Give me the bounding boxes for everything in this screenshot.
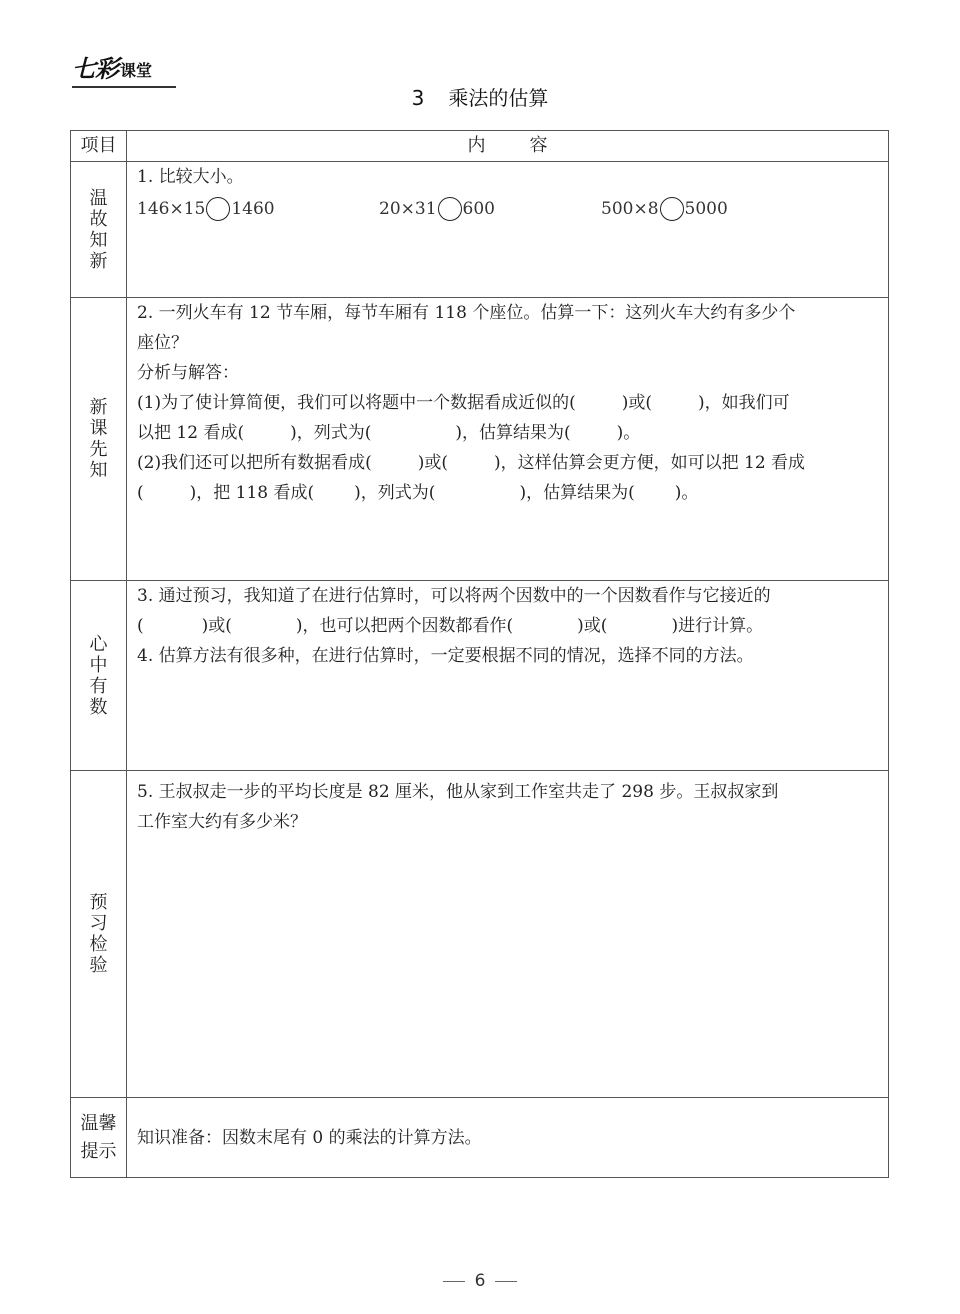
question-3-line: 3. 通过预习，我知道了在进行估算时，可以将两个因数中的一个因数看作与它接近的 [137,586,771,606]
row-label-text: 温馨 [80,1112,117,1134]
text: (2)我们还可以把所有数据看成( [137,453,372,473]
footer-dash [443,1281,465,1282]
row-label-check [71,771,127,1098]
answer-area[interactable] [137,837,880,1067]
row-label-text: 新课先知 [89,397,108,481]
text: )，如我们可 [697,393,790,413]
review-content [127,162,889,298]
text: 以把 12 看成( [137,423,245,443]
answer-circle[interactable] [660,197,684,221]
text: ( [137,616,144,636]
worksheet-table [70,130,889,1178]
text: )或( [621,393,652,413]
check-content [127,771,889,1098]
text: )。 [616,423,641,443]
row-label-tip [71,1098,127,1178]
lesson-number: 3 [411,86,425,110]
question-5-line: 工作室大约有多少米？ [137,812,307,832]
row-label-mind [71,581,127,771]
table-row [71,298,889,581]
header-item: 项目 [71,131,127,162]
question-5-line: 5. 王叔叔走一步的平均长度是 82 厘米，他从家到工作室共走了 298 步。王叔叔家到 [137,782,779,802]
table-row [71,771,889,1098]
question-3-line [137,611,880,641]
text: )，也可以把两个因数都看作( [295,616,514,636]
row-label-text: 提示 [80,1140,117,1162]
question-1: 1. 比较大小。 [137,167,244,187]
table-row [71,162,889,298]
question-2-line: 2. 一列火车有 12 节车厢，每节车厢有 118 个座位。估算一下：这列火车大约有多少个 [137,303,796,323]
part-2-line [137,448,880,478]
text: )。 [674,483,699,503]
text: )，列式为( [290,423,372,443]
row-label-newlesson [71,298,127,581]
text: (1)为了使计算简便，我们可以将题中一个数据看成近似的( [137,393,576,413]
footer-dash [495,1281,517,1282]
part-2-line [137,478,880,508]
text: )，这样估算会更方便，如可以把 12 看成 [493,453,806,473]
tip-text: 知识准备：因数末尾有 0 的乘法的计算方法。 [137,1127,482,1148]
question-4: 4. 估算方法有很多种，在进行估算时，一定要根据不同的情况，选择不同的方法。 [137,646,754,666]
text: )进行计算。 [671,616,764,636]
part-1-line [137,418,880,448]
row-label-text: 预习检验 [89,892,108,976]
table-header-row [71,131,889,162]
compare-right: 600 [462,199,495,219]
analysis-heading: 分析与解答： [137,363,239,383]
text: )或( [417,453,448,473]
row-label-text: 温故知新 [89,187,108,272]
compare-left: 20×31 [379,199,437,219]
page-number: 6 [474,1271,486,1291]
text: )，把 118 看成( [189,483,315,503]
compare-right: 1460 [231,199,275,219]
mind-content [127,581,889,771]
logo-sub-text: 课堂 [120,61,153,80]
lesson-title: 乘法的估算 [448,86,549,110]
answer-circle[interactable] [206,197,230,221]
text: ( [137,483,144,503]
compare-left: 500×8 [601,199,659,219]
page-title [0,82,960,111]
compare-item [601,194,728,224]
text: )，列式为( [354,483,436,503]
newlesson-content [127,298,889,581]
header-content: 内容 [127,131,889,162]
compare-list [137,194,880,224]
page-footer [0,1271,960,1291]
table-row [71,581,889,771]
answer-circle[interactable] [438,197,462,221]
text: )或( [201,616,232,636]
table-row [71,1098,889,1178]
text: )，估算结果为( [519,483,635,503]
compare-item [137,194,379,224]
tip-content [127,1098,889,1178]
logo-main-text: 七彩 [72,55,118,83]
row-label-review [71,162,127,298]
compare-item [379,194,601,224]
text: )，估算结果为( [455,423,571,443]
text: )或( [577,616,608,636]
compare-left: 146×15 [137,199,206,219]
part-1-line [137,388,880,418]
compare-right: 5000 [684,199,728,219]
question-2-line: 座位？ [137,333,188,353]
row-label-text: 心中有数 [89,633,108,718]
